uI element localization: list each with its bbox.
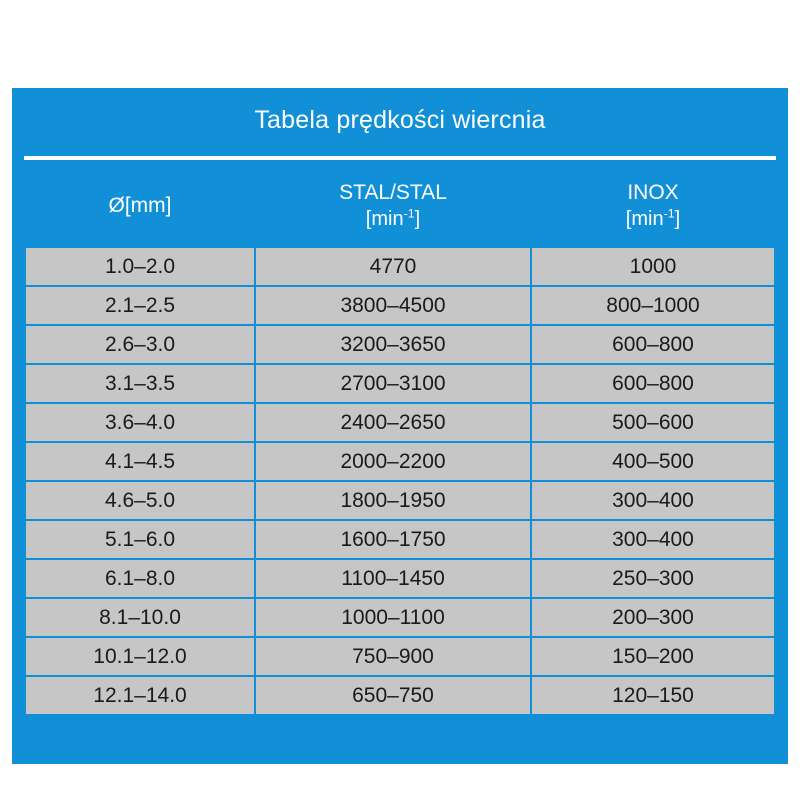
inox-unit-prefix: [min <box>625 207 664 230</box>
column-header-diameter <box>26 166 254 246</box>
cell-diameter: 4.6–5.0 <box>26 482 254 519</box>
table-row <box>26 287 774 324</box>
table-row <box>26 365 774 402</box>
cell-inox-speed: 150–200 <box>532 638 774 675</box>
cell-steel-speed: 3200–3650 <box>256 326 530 363</box>
cell-diameter: 2.1–2.5 <box>26 287 254 324</box>
cell-inox-speed: 120–150 <box>532 677 774 714</box>
cell-inox-speed: 600–800 <box>532 365 774 402</box>
cell-steel-speed: 1100–1450 <box>256 560 530 597</box>
cell-inox-speed: 600–800 <box>532 326 774 363</box>
cell-diameter: 3.6–4.0 <box>26 404 254 441</box>
column-header-inox-unit <box>532 207 774 233</box>
cell-steel-speed: 2700–3100 <box>256 365 530 402</box>
table-row <box>26 599 774 636</box>
table-row <box>26 638 774 675</box>
cell-inox-speed: 300–400 <box>532 521 774 558</box>
cell-steel-speed: 650–750 <box>256 677 530 714</box>
cell-steel-speed: 1800–1950 <box>256 482 530 519</box>
table-header <box>26 166 774 246</box>
steel-unit-suffix: ] <box>414 207 421 230</box>
column-header-inox <box>532 166 774 246</box>
column-header-inox-label: INOX <box>627 180 679 204</box>
inox-unit-suffix: ] <box>674 207 681 230</box>
table-row <box>26 521 774 558</box>
table-row <box>26 443 774 480</box>
cell-steel-speed: 1000–1100 <box>256 599 530 636</box>
table-row <box>26 677 774 714</box>
cell-inox-speed: 400–500 <box>532 443 774 480</box>
cell-steel-speed: 1600–1750 <box>256 521 530 558</box>
cell-diameter: 5.1–6.0 <box>26 521 254 558</box>
cell-inox-speed: 1000 <box>532 248 774 285</box>
cell-diameter: 8.1–10.0 <box>26 599 254 636</box>
cell-steel-speed: 2000–2200 <box>256 443 530 480</box>
cell-inox-speed: 800–1000 <box>532 287 774 324</box>
steel-unit-exponent: -1 <box>403 205 415 220</box>
cell-inox-speed: 500–600 <box>532 404 774 441</box>
cell-steel-speed: 750–900 <box>256 638 530 675</box>
page-title: Tabela prędkości wiercnia <box>254 106 546 134</box>
cell-steel-speed: 4770 <box>256 248 530 285</box>
table-row <box>26 482 774 519</box>
cell-diameter: 12.1–14.0 <box>26 677 254 714</box>
cell-diameter: 2.6–3.0 <box>26 326 254 363</box>
table-row <box>26 560 774 597</box>
column-header-diameter-label: Ø[mm] <box>108 193 172 217</box>
inox-unit-exponent: -1 <box>663 205 675 220</box>
column-header-steel <box>256 166 530 246</box>
cell-diameter: 4.1–4.5 <box>26 443 254 480</box>
speed-table-panel <box>12 88 788 764</box>
cell-diameter: 10.1–12.0 <box>26 638 254 675</box>
cell-steel-speed: 3800–4500 <box>256 287 530 324</box>
column-header-steel-label: STAL/STAL <box>339 180 447 204</box>
cell-inox-speed: 200–300 <box>532 599 774 636</box>
cell-steel-speed: 2400–2650 <box>256 404 530 441</box>
drilling-speed-table <box>24 164 776 716</box>
cell-diameter: 1.0–2.0 <box>26 248 254 285</box>
table-row <box>26 326 774 363</box>
cell-diameter: 6.1–8.0 <box>26 560 254 597</box>
cell-inox-speed: 250–300 <box>532 560 774 597</box>
title-divider <box>24 156 776 160</box>
column-header-steel-unit <box>256 207 530 233</box>
steel-unit-prefix: [min <box>365 207 404 230</box>
table-row <box>26 404 774 441</box>
table-body <box>26 248 774 714</box>
table-header-row <box>26 166 774 246</box>
cell-diameter: 3.1–3.5 <box>26 365 254 402</box>
cell-inox-speed: 300–400 <box>532 482 774 519</box>
table-row <box>26 248 774 285</box>
